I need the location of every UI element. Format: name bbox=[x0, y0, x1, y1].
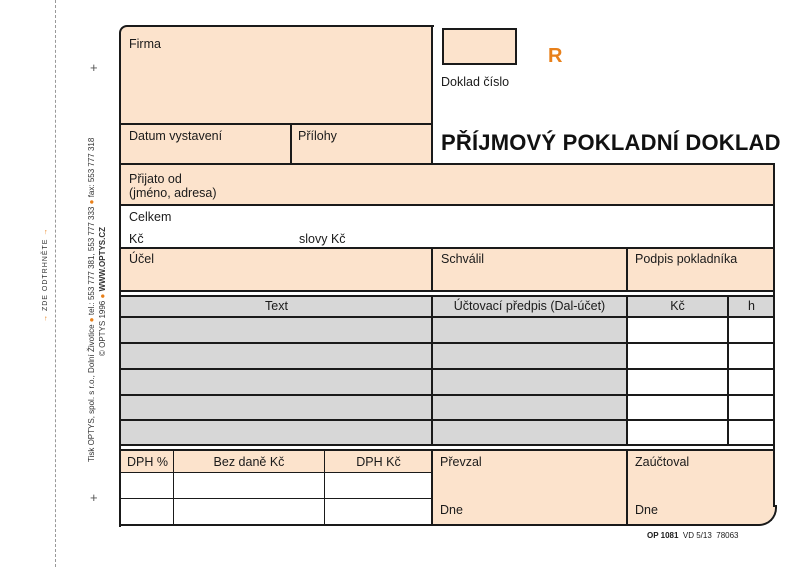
border-right-main bbox=[773, 164, 775, 507]
dph-kc-label: DPH Kč bbox=[356, 455, 401, 469]
document-title: PŘÍJMOVÝ POKLADNÍ DOKLAD bbox=[441, 130, 781, 155]
firma-label: Firma bbox=[129, 37, 161, 51]
schvalil-label: Schválil bbox=[441, 252, 485, 266]
podpis-pokladnika-label: Podpis pokladníka bbox=[635, 252, 738, 266]
dph-pct-label: DPH % bbox=[127, 455, 168, 469]
prevzal-label: Převzal bbox=[440, 455, 482, 469]
form-version: VD 5/13 bbox=[682, 531, 712, 540]
prevzal-dne-label: Dne bbox=[440, 503, 463, 517]
line-above-celkem bbox=[121, 204, 775, 206]
form bbox=[121, 27, 775, 525]
zauctoval-dne-label: Dne bbox=[635, 503, 658, 517]
line-dph-row bbox=[121, 498, 432, 499]
doklad-cislo-label: Doklad číslo bbox=[441, 75, 510, 89]
ucel-label: Účel bbox=[129, 252, 155, 266]
line-above-dph bbox=[121, 449, 775, 451]
datum-vystaveni-label: Datum vystavení bbox=[129, 129, 223, 143]
tear-line bbox=[55, 0, 56, 567]
line-above-ucel bbox=[121, 247, 775, 249]
r-mark: R bbox=[548, 45, 563, 67]
form-code: OP 1081 bbox=[647, 531, 679, 540]
plus-mark-bottom: + bbox=[90, 490, 98, 505]
line-below-table-header bbox=[121, 316, 775, 318]
vline-table-text bbox=[431, 296, 433, 445]
footer-code bbox=[647, 531, 739, 540]
border-bottom bbox=[119, 524, 759, 526]
vline-table-uctovaci bbox=[626, 296, 628, 445]
line-below-ucel bbox=[121, 290, 775, 292]
celkem-field[interactable] bbox=[121, 205, 775, 248]
kc-column[interactable] bbox=[627, 317, 775, 445]
ucel-field[interactable] bbox=[121, 248, 432, 291]
vline-prilohy bbox=[290, 124, 292, 164]
prijato-od-label: Přijato od bbox=[129, 172, 182, 186]
copyright-info: © OPTYS 1996 ● WWW.OPTYS.CZ bbox=[98, 226, 107, 356]
line-below-firma bbox=[121, 123, 432, 125]
vline-podpis bbox=[626, 248, 628, 291]
vline-schvalil bbox=[431, 248, 433, 291]
line-table-row-3 bbox=[121, 394, 775, 396]
celkem-label: Celkem bbox=[129, 210, 172, 224]
table-header-h: h bbox=[748, 299, 755, 313]
bez-dane-label: Bez daně Kč bbox=[213, 455, 285, 469]
text-column[interactable] bbox=[121, 317, 432, 445]
line-table-row-2 bbox=[121, 368, 775, 370]
border-right-top bbox=[431, 25, 433, 164]
prilohy-label: Přílohy bbox=[298, 129, 337, 143]
border-bottom-right-corner bbox=[755, 505, 777, 526]
line-table-row-4 bbox=[121, 419, 775, 421]
line-below-dph-header bbox=[121, 472, 432, 473]
form-number: 78063 bbox=[716, 531, 739, 540]
printer-info: Tisk OPTYS, spol. s r.o., Dolní Životice ● tel.: 553 777 381, 553 777 333 ● fax: 553 777 318 bbox=[87, 137, 96, 462]
vline-table-h bbox=[727, 296, 729, 445]
tear-off-instruction: → ZDE ODTRHNĚTE → bbox=[42, 227, 49, 322]
line-table-bottom bbox=[121, 444, 775, 446]
table-header-kc: Kč bbox=[670, 299, 685, 313]
uctovaci-predpis-column[interactable] bbox=[432, 317, 627, 445]
vline-zauctoval bbox=[626, 450, 628, 525]
line-above-table-header bbox=[121, 295, 775, 297]
line-table-row-1 bbox=[121, 342, 775, 344]
table-header-text: Text bbox=[265, 299, 288, 313]
slovy-kc-label: slovy Kč bbox=[299, 232, 346, 246]
line-above-prijato bbox=[121, 163, 775, 165]
kc-label: Kč bbox=[129, 232, 144, 246]
form-outer-border-left-top bbox=[119, 25, 434, 166]
prijato-od-field[interactable] bbox=[121, 164, 775, 205]
zauctoval-label: Zaúčtoval bbox=[635, 455, 690, 469]
plus-mark-top: + bbox=[90, 60, 98, 75]
table-header-uctovaci: Účtovací předpis (Dal-účet) bbox=[453, 299, 606, 313]
doklad-cislo-field[interactable] bbox=[442, 28, 517, 65]
jmeno-adresa-label: (jméno, adresa) bbox=[129, 186, 217, 200]
